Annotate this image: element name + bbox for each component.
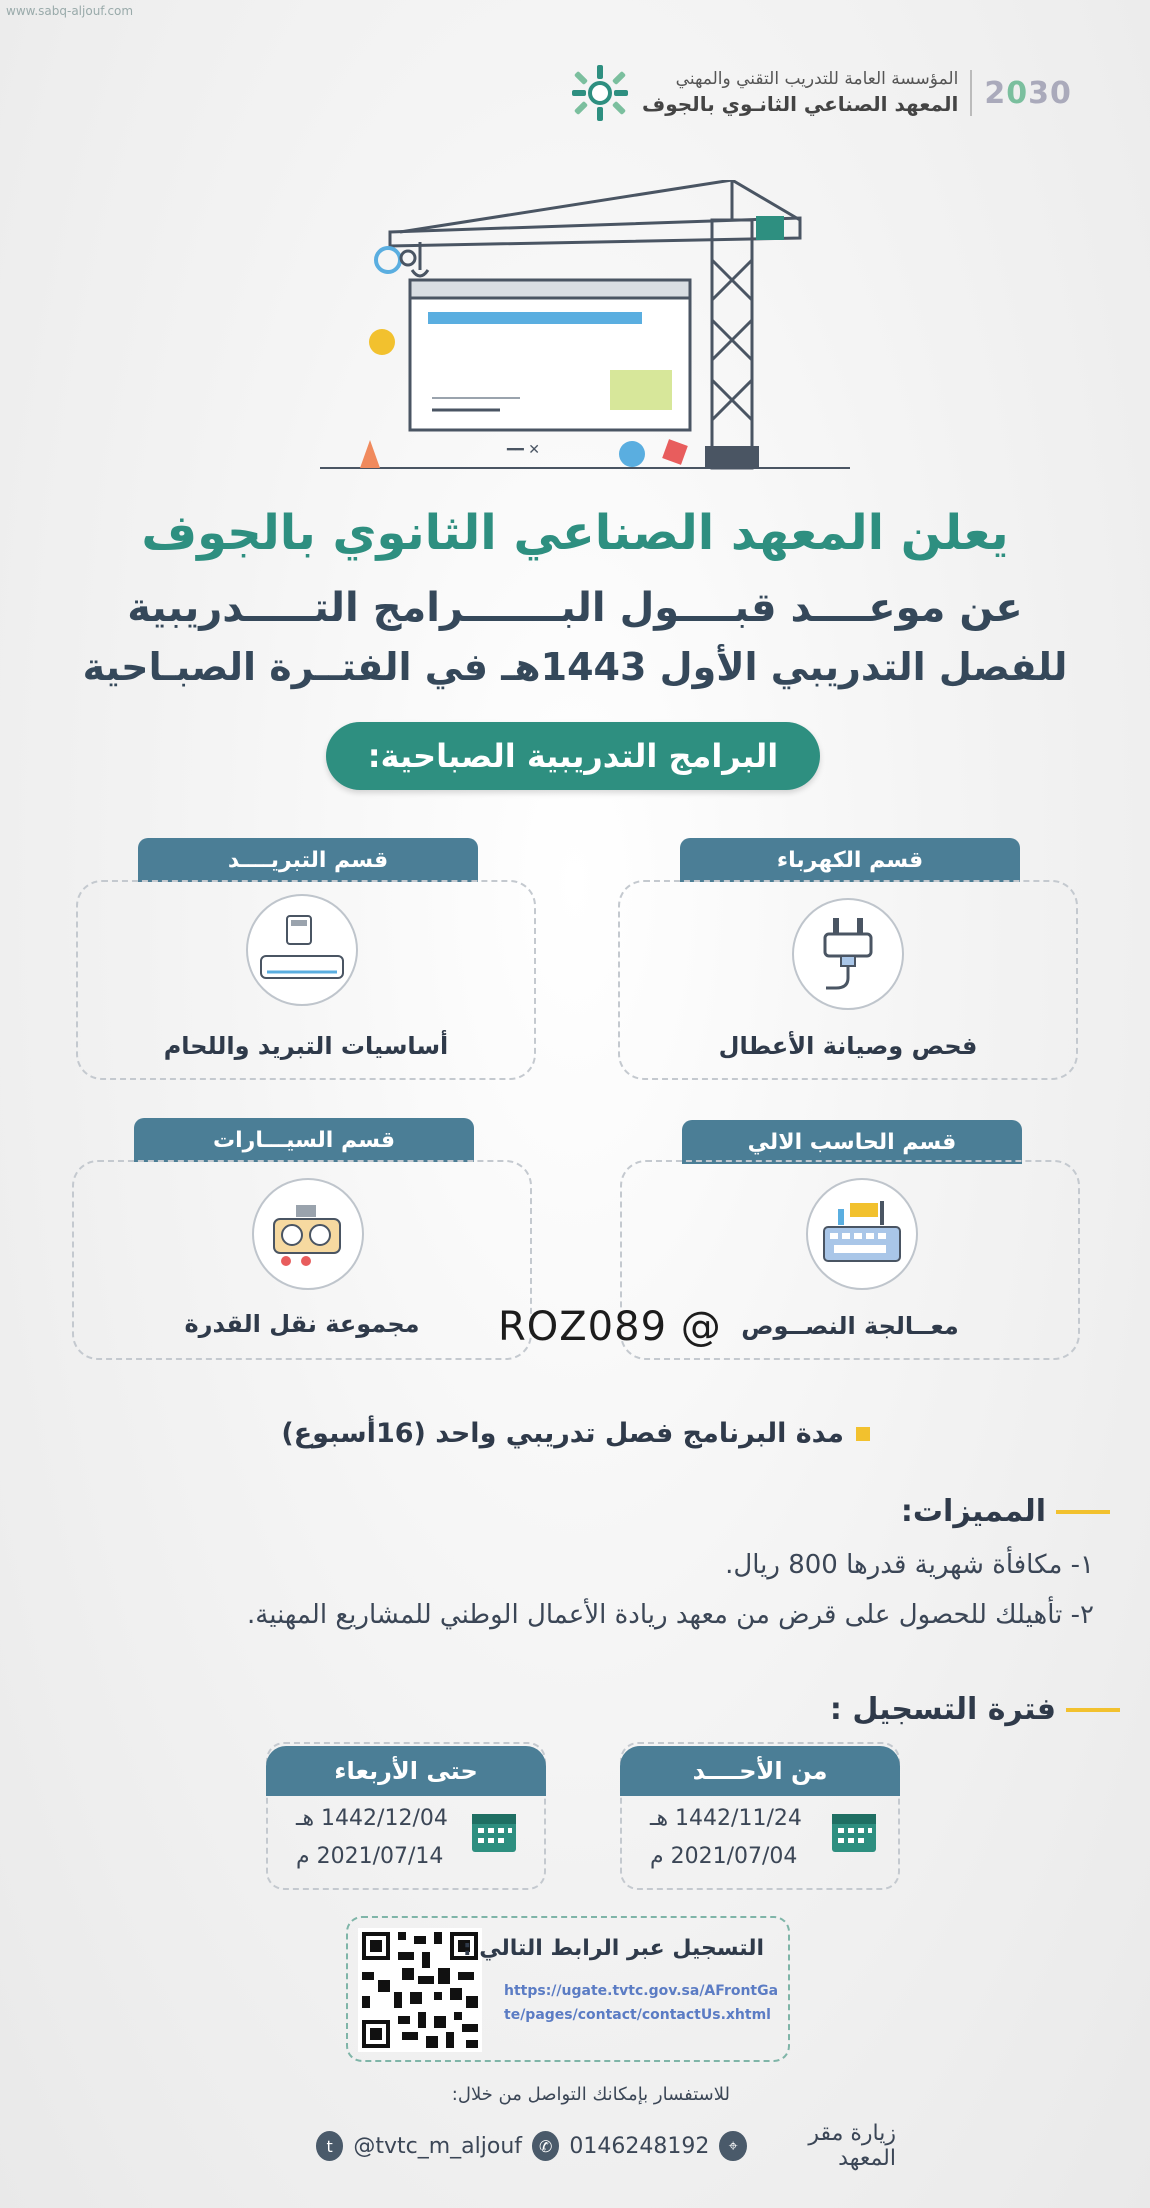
construction-illustration bbox=[320, 180, 860, 480]
contact-row bbox=[316, 2121, 896, 2171]
calendar-icon bbox=[470, 1808, 518, 1858]
whatsapp-icon[interactable]: ✆ bbox=[532, 2131, 559, 2161]
dept-card-cars bbox=[72, 1160, 532, 1360]
reg-to-gregorian: 2021/07/14 م bbox=[296, 1844, 444, 1869]
program-label-electricity: فحص وصيانة الأعطال bbox=[718, 1032, 978, 1060]
contact-title: للاستفسار بإمكانك التواصل من خلال: bbox=[451, 2084, 730, 2105]
header-logo bbox=[570, 58, 1090, 128]
program-label-cars: مجموعة نقل القدرة bbox=[184, 1310, 420, 1338]
registration-url-line1[interactable]: https://ugate.tvtc.gov.sa/AFrontGa bbox=[504, 1983, 779, 1999]
programs-pill: البرامج التدريبية الصباحية: bbox=[326, 722, 820, 790]
overlay-handle-text: ROZ089 @ bbox=[498, 1304, 722, 1350]
tvtc-emblem-icon bbox=[570, 63, 630, 123]
features-title bbox=[901, 1494, 1110, 1529]
feature-item-2: ٢- تأهيلك للحصول على قرض من معهد ريادة الأعمال الوطني للمشاريع المهنية. bbox=[247, 1600, 1094, 1630]
program-duration bbox=[281, 1418, 870, 1449]
accent-line bbox=[1066, 1708, 1120, 1712]
program-label-computer: معــالجة النصــوص bbox=[741, 1312, 959, 1340]
dept-tab-computer: قسم الحاسب الالي bbox=[682, 1120, 1022, 1164]
dept-tab-electricity: قسم الكهرباء bbox=[680, 838, 1020, 882]
dept-card-refrigeration bbox=[76, 880, 536, 1080]
registration-url-line2[interactable]: te/pages/contact/contactUs.xhtml bbox=[504, 2006, 771, 2023]
reg-from-hijri: 1442/11/24 هـ bbox=[650, 1806, 802, 1831]
logo-divider bbox=[970, 70, 972, 116]
keyboard-icon bbox=[806, 1178, 918, 1290]
location-pin-icon: ⌖ bbox=[719, 2131, 746, 2161]
sub-headline-1: عن موعــــد قبــــول البـــــــرامج التـــــدريبية bbox=[127, 585, 1023, 631]
twitter-handle[interactable]: @tvtc_m_aljouf bbox=[353, 2133, 523, 2159]
program-label-refrigeration: أساسيات التبريد واللحام bbox=[163, 1032, 449, 1060]
calendar-icon bbox=[830, 1808, 878, 1858]
electric-plug-icon bbox=[792, 898, 904, 1010]
reg-to-label: حتى الأربعاء bbox=[266, 1746, 546, 1796]
air-conditioner-icon bbox=[246, 894, 358, 1006]
link-title: التسجيل عبر الرابط التالي : bbox=[462, 1936, 764, 1961]
features-title-text: المميزات: bbox=[900, 1494, 1046, 1529]
main-headline: يعلن المعهد الصناعي الثانوي بالجوف bbox=[141, 505, 1009, 561]
yellow-bullet-icon bbox=[856, 1427, 870, 1441]
sub-headline-2: للفصل التدريبي الأول 1443هـ في الفتــرة الصبـاحية bbox=[82, 645, 1068, 689]
registration-link-box bbox=[346, 1916, 790, 2062]
reg-from-label: من الأحــــد bbox=[620, 1746, 900, 1796]
car-engine-icon bbox=[252, 1178, 364, 1290]
dept-card-electricity bbox=[618, 880, 1078, 1080]
site-watermark: www.sabq-aljouf.com bbox=[6, 4, 134, 18]
reg-to-hijri: 1442/12/04 هـ bbox=[296, 1806, 448, 1831]
registration-title bbox=[830, 1692, 1120, 1727]
duration-text: مدة البرنامج فصل تدريبي واحد (16أسبوع) bbox=[281, 1418, 844, 1449]
dept-tab-cars: قسم السيـــارات bbox=[134, 1118, 474, 1162]
accent-line bbox=[1056, 1510, 1110, 1514]
phone-number[interactable]: 0146248192 bbox=[569, 2133, 710, 2159]
registration-url[interactable] bbox=[504, 1980, 778, 2028]
registration-title-text: فترة التسجيل : bbox=[829, 1692, 1056, 1727]
svg-text:✕ ━━: ✕ ━━ bbox=[506, 442, 540, 458]
org-name-line2: المعهد الصناعي الثانـوي بالجوف bbox=[642, 91, 959, 116]
org-name-line1: المؤسسة العامة للتدريب التقني والمهني bbox=[675, 69, 959, 90]
visit-label: زيارة مقر المعهد bbox=[808, 2121, 896, 2171]
feature-item-1: ١- مكافأة شهرية قدرها 800 ريال. bbox=[725, 1550, 1094, 1580]
twitter-icon[interactable]: t bbox=[316, 2131, 343, 2161]
dept-tab-refrigeration: قسم التبريــــد bbox=[138, 838, 478, 882]
vision-2030-logo: 2030 bbox=[984, 75, 1072, 111]
reg-from-gregorian: 2021/07/04 م bbox=[650, 1844, 798, 1869]
organization-name bbox=[642, 68, 958, 118]
